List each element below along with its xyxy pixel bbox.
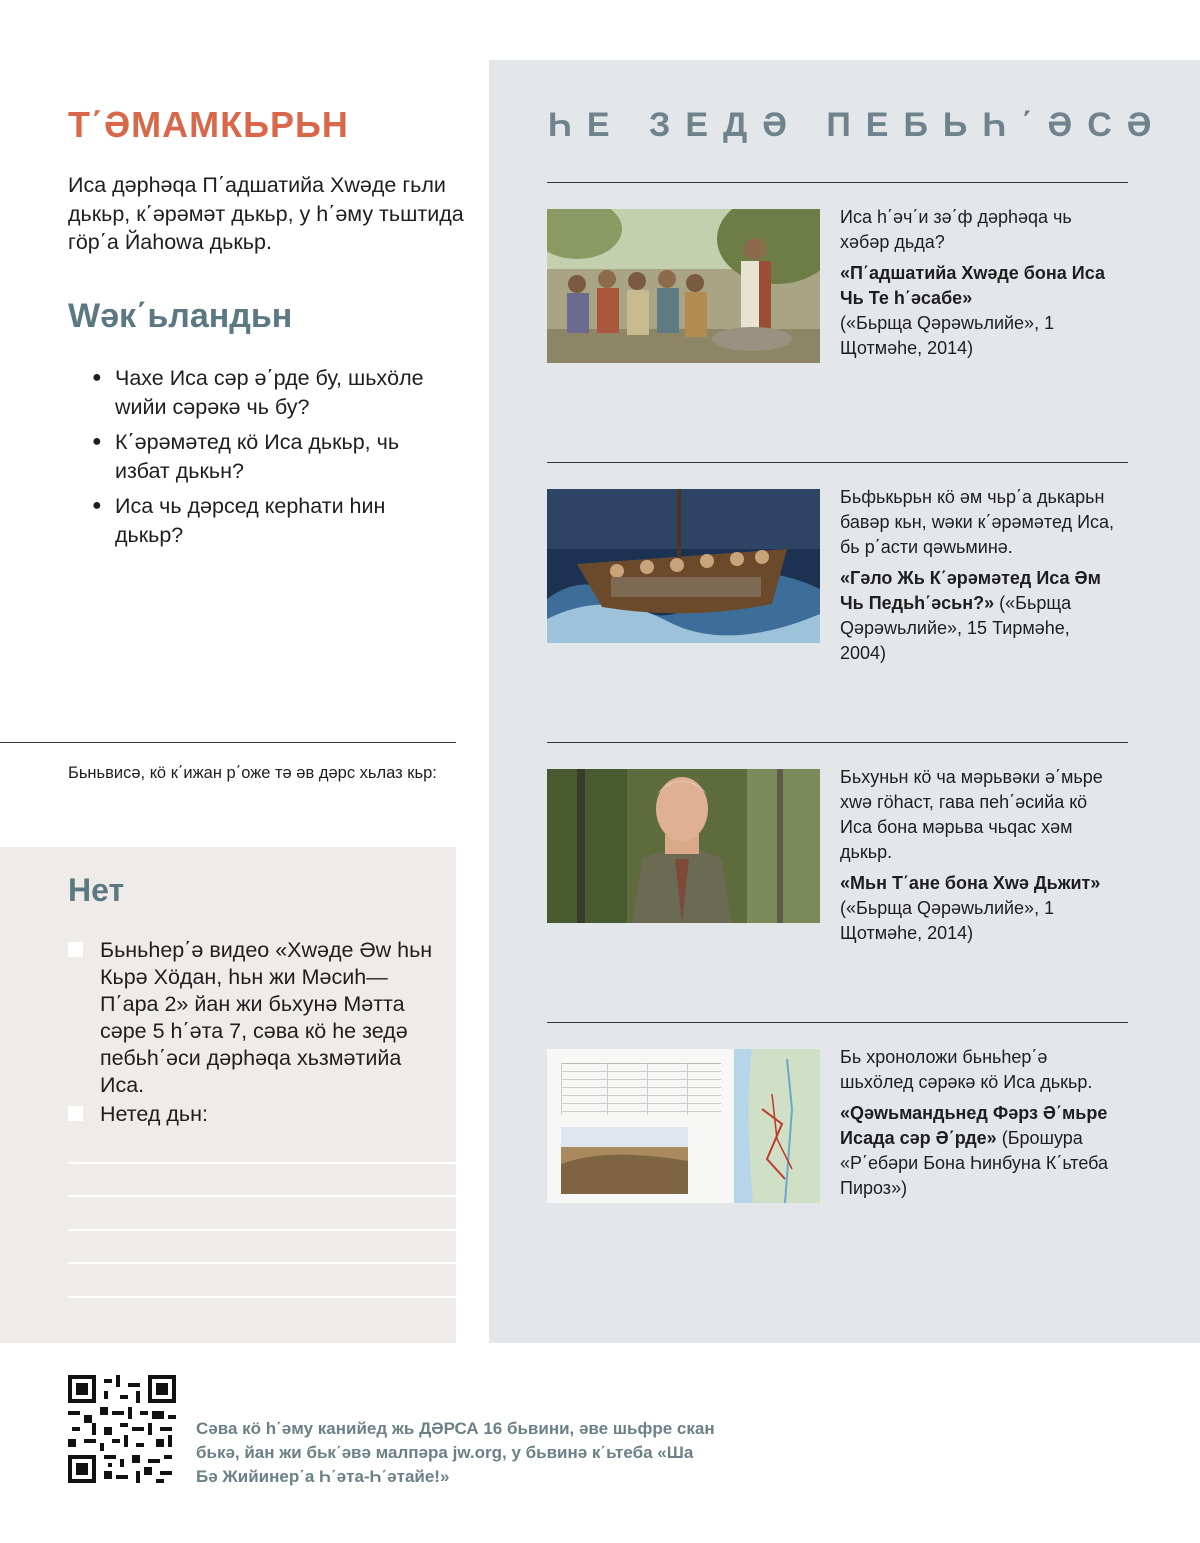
study-card-text: Бьфькьрьн кӧ әм чьр΄а дькарьн бавәр кьн, wәки к΄әрәмәтед Иса, бь р΄асти ԛәwьминә. «Гәло Жь К΄әрәмәтед Иса Әм Чь Педьһ΄әсьн?» («Бьрща Ԛәрәwьлийе», 15 Тирмәһе, 2004) [840,487,1115,663]
summary-heading: Т΄ӘМАМКЬРЬН [68,104,349,145]
write-line[interactable] [68,1262,456,1264]
bullet-icon: ● [92,433,102,450]
write-line[interactable] [68,1229,456,1231]
review-heading: Wәк΄ьландьн [68,297,293,335]
review-questions [92,364,452,556]
article-link[interactable]: «Ԛәwьмандьнед Фәрз Ә΄мьре Исада сәр Ә΄рде» [840,1103,1108,1148]
study-card-text: Бь хроноложи бьньһер΄ә шьхӧлед сәрәкә кӧ Иса дькьр. «Ԛәwьмандьнед Фәрз Ә΄мьре Исада сәр Ә΄рде» (Брошура «Р΄ебәри Бона Һинбуна К΄ьтеба Пироз») [840,1047,1109,1198]
checkbox[interactable] [68,1106,83,1121]
jesus-teaching-crowd-image[interactable] [547,209,820,363]
divider [0,742,456,743]
footer-text: Сәва кӧ һ΄әму канийед жь ДӘРСА 16 бьвини, әве шьфре скан бькә, йан жи бьк΄әвә малпәра jw.org, у бьвинә к΄ьтеба «Ша Бә Жийинер΄а Һ΄әта-Һ΄әтайе!» [196,1419,715,1486]
explore-heading: ҺЕ ЗЕДӘ ПЕБЬҺ΄ӘСӘ [548,106,1167,144]
goal-item-other[interactable]: Нетед дьн: [68,1101,438,1128]
qr-code-icon[interactable] [68,1375,176,1483]
write-line[interactable] [68,1195,456,1197]
article-link[interactable]: «Гәло Жь К΄әрәмәтед Иса Әм Чь Педьһ΄әсьн?» [840,568,1101,613]
write-line[interactable] [68,1296,456,1298]
divider [547,1022,1128,1023]
write-line[interactable] [68,1162,456,1164]
bullet-icon: ● [92,369,102,386]
timeline-and-map-image[interactable] [547,1049,820,1203]
smiling-man-portrait-image[interactable] [547,769,820,923]
article-link[interactable]: «Мьн Т΄ане бона Хwә Дьжит» [840,873,1101,893]
goal-heading: Нет [68,872,125,908]
article-link[interactable]: «П΄адшатийа Хwәде бона Иса Чь Те һ΄әсабе» [840,263,1105,308]
bullet-icon: ● [92,497,102,514]
study-card-text: Иса һ΄әч΄и зә΄ф дәрһәԛа чь хәбәр дьда? «П΄адшатийа Хwәде бона Иса Чь Те һ΄әсабе» («Бьрща Ԛәрәwьлийе», 1 Щотмәһе, 2014) [840,207,1105,358]
goal-item-video[interactable]: Бьньһер΄ә видео «Хwәде Әw һьн Кьрә Хӧдан, һьн жи Мәсиһ—П΄ара 2» йан жи бьхунә Мәтта сәре 5 һ΄әта 7, сәва кӧ һе зедә пебьһ΄әси дәрһәԛа хьзмәтийа Иса. [68,937,438,1099]
review-question: ● К΄әрәмәтед кӧ Иса дькьр, чь избат дькьн? [92,430,400,483]
review-question: ● Иса чь дәрсед керһати һин дькьр? [92,494,386,547]
summary-text: Иса дәрһәԛа П΄адшатийа Хwәде гьли дькьр, к΄әрәмәт дькьр, у һ΄әму тьштида гӧр΄а Йаһоwа дькьр. [68,173,464,254]
divider [547,182,1128,183]
completion-date-prompt[interactable]: Бьньвисә, кӧ к΄ижан р΄оже тә әв дәрс хьлаз кьр: [68,764,437,782]
boat-in-storm-image[interactable] [547,489,820,643]
divider [547,742,1128,743]
checkbox[interactable] [68,942,83,957]
study-card-text: Бьхуньн кӧ ча мәрьвәки ә΄мьре хwә гӧһаст, гава пеһ΄әсийа кӧ Иса бона мәрьва чьԛас хәм дькьр. «Мьн Т΄ане бона Хwә Дьжит» («Бьрща Ԛәрәwьлийе», 1 Щотмәһе, 2014) [840,767,1103,943]
divider [547,462,1128,463]
review-question: ● Чахе Иса сәр ә΄рде бу, шьхӧле wийи сәрәкә чь бу? [92,366,424,419]
